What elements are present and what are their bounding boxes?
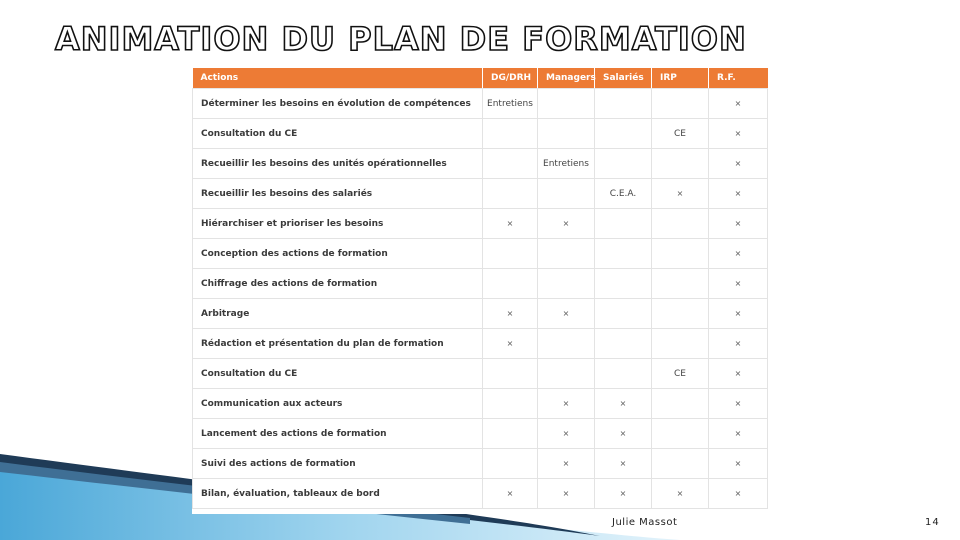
header-dg-drh: DG/DRH <box>483 68 538 89</box>
role-cell: × <box>595 419 652 449</box>
table-body <box>193 89 768 509</box>
role-cell: × <box>538 389 595 419</box>
role-cell <box>538 239 595 269</box>
role-cell: × <box>595 479 652 509</box>
table-row <box>193 119 768 149</box>
header-salaries: Salariés <box>595 68 652 89</box>
table-row <box>193 389 768 419</box>
role-cell <box>538 119 595 149</box>
role-cell <box>595 359 652 389</box>
table-header-row <box>193 68 768 89</box>
role-cell: × <box>483 209 538 239</box>
role-cell: × <box>709 269 768 299</box>
role-cell: × <box>538 419 595 449</box>
role-cell: × <box>709 479 768 509</box>
role-cell: × <box>709 359 768 389</box>
role-cell <box>538 89 595 119</box>
table-row <box>193 149 768 179</box>
action-label: Bilan, évaluation, tableaux de bord <box>193 479 483 509</box>
role-cell <box>595 209 652 239</box>
table-row <box>193 269 768 299</box>
action-label: Recueillir les besoins des salariés <box>193 179 483 209</box>
role-cell <box>483 239 538 269</box>
role-cell: × <box>538 299 595 329</box>
role-cell <box>483 119 538 149</box>
role-cell <box>538 269 595 299</box>
slide-title: ANIMATION DU PLAN DE FORMATION <box>55 20 747 58</box>
role-cell: × <box>709 449 768 479</box>
role-cell <box>652 269 709 299</box>
role-cell: × <box>483 479 538 509</box>
role-cell <box>483 269 538 299</box>
role-cell: × <box>709 179 768 209</box>
role-cell <box>595 89 652 119</box>
role-cell: × <box>483 299 538 329</box>
role-cell: × <box>538 479 595 509</box>
table-row <box>193 329 768 359</box>
header-irp: IRP <box>652 68 709 89</box>
header-rf: R.F. <box>709 68 768 89</box>
role-cell <box>652 209 709 239</box>
role-cell: × <box>538 209 595 239</box>
role-cell <box>538 179 595 209</box>
table-row <box>193 419 768 449</box>
table-row <box>193 479 768 509</box>
footer-author: Julie Massot <box>612 517 678 528</box>
role-cell <box>595 299 652 329</box>
action-label: Suivi des actions de formation <box>193 449 483 479</box>
role-cell: CE <box>652 359 709 389</box>
role-cell <box>595 149 652 179</box>
role-cell: C.E.A. <box>595 179 652 209</box>
action-label: Arbitrage <box>193 299 483 329</box>
role-cell <box>652 149 709 179</box>
role-cell <box>595 119 652 149</box>
role-cell <box>595 329 652 359</box>
role-cell: × <box>538 449 595 479</box>
role-cell <box>538 329 595 359</box>
role-cell: × <box>709 209 768 239</box>
table-row <box>193 449 768 479</box>
role-cell <box>595 239 652 269</box>
page-number: 14 <box>925 517 940 528</box>
action-label: Recueillir les besoins des unités opérationnelles <box>193 149 483 179</box>
training-plan-table-container <box>192 68 767 514</box>
role-cell: Entretiens <box>483 89 538 119</box>
action-label: Conception des actions de formation <box>193 239 483 269</box>
role-cell: CE <box>652 119 709 149</box>
role-cell: × <box>709 389 768 419</box>
role-cell: × <box>483 329 538 359</box>
role-cell: × <box>709 419 768 449</box>
action-label: Déterminer les besoins en évolution de compétences <box>193 89 483 119</box>
action-label: Lancement des actions de formation <box>193 419 483 449</box>
role-cell: × <box>652 179 709 209</box>
table-row <box>193 299 768 329</box>
action-label: Consultation du CE <box>193 359 483 389</box>
role-cell <box>483 179 538 209</box>
table-row <box>193 239 768 269</box>
role-cell: × <box>595 449 652 479</box>
role-cell: × <box>709 89 768 119</box>
role-cell <box>483 389 538 419</box>
table-row <box>193 209 768 239</box>
action-label: Communication aux acteurs <box>193 389 483 419</box>
table-row <box>193 359 768 389</box>
header-actions: Actions <box>193 68 483 89</box>
role-cell <box>652 389 709 419</box>
role-cell: × <box>709 299 768 329</box>
role-cell <box>652 299 709 329</box>
role-cell <box>652 89 709 119</box>
role-cell: × <box>652 479 709 509</box>
role-cell: Entretiens <box>538 149 595 179</box>
action-label: Hiérarchiser et prioriser les besoins <box>193 209 483 239</box>
action-label: Consultation du CE <box>193 119 483 149</box>
header-managers: Managers <box>538 68 595 89</box>
table-row <box>193 179 768 209</box>
table-row <box>193 89 768 119</box>
role-cell <box>483 449 538 479</box>
role-cell <box>483 149 538 179</box>
action-label: Rédaction et présentation du plan de formation <box>193 329 483 359</box>
training-plan-table <box>192 68 768 509</box>
role-cell: × <box>709 149 768 179</box>
role-cell <box>652 329 709 359</box>
role-cell: × <box>595 389 652 419</box>
role-cell <box>652 449 709 479</box>
role-cell <box>652 239 709 269</box>
role-cell <box>538 359 595 389</box>
role-cell: × <box>709 119 768 149</box>
role-cell: × <box>709 239 768 269</box>
role-cell <box>483 419 538 449</box>
role-cell <box>652 419 709 449</box>
action-label: Chiffrage des actions de formation <box>193 269 483 299</box>
role-cell <box>483 359 538 389</box>
role-cell <box>595 269 652 299</box>
role-cell: × <box>709 329 768 359</box>
